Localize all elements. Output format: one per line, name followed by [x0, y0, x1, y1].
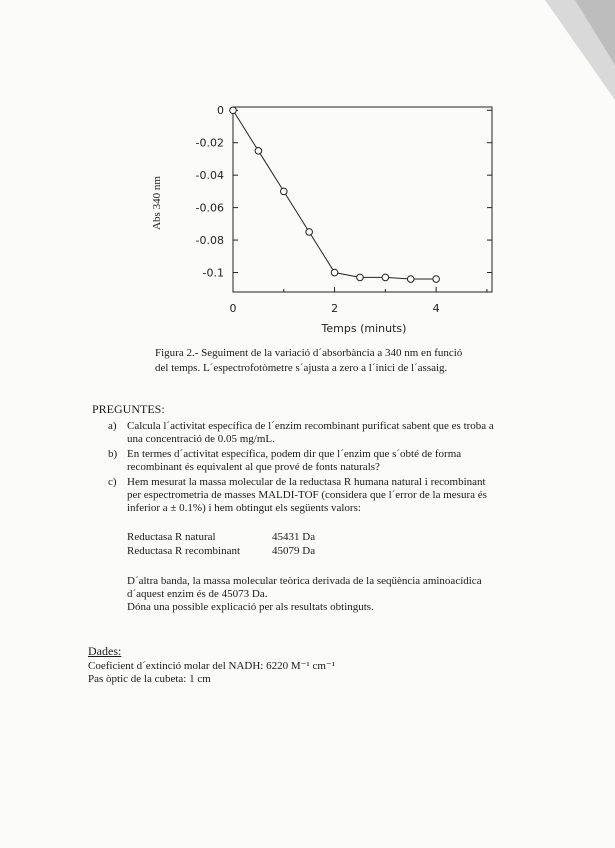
data-heading: Dades:	[88, 644, 122, 658]
data-line-extinction: Coeficient d´extinció molar del NADH: 6220 M⁻¹ cm⁻¹	[88, 660, 336, 672]
page-corner-fold	[545, 0, 615, 100]
question-a	[108, 420, 538, 446]
value-row-natural	[127, 531, 315, 543]
x-tick-label: 4	[432, 302, 440, 315]
y-tick-label: 0	[217, 104, 224, 118]
questions-heading: PREGUNTES:	[92, 402, 165, 416]
question-text: una concentració de 0.05 mg/mL.	[127, 433, 275, 445]
question-marker: b)	[108, 448, 118, 460]
question-b	[108, 448, 538, 474]
series-line	[233, 110, 436, 279]
question-text: inferior a ± 0.1%) i hem obtingut els següents valors:	[127, 502, 361, 514]
y-tick-label: -0.04	[195, 169, 224, 183]
enzyme-name: Reductasa R natural	[127, 531, 216, 543]
question-text: Calcula l´activitat específica de l´enzim recombinant purificat sabent que es troba a	[127, 420, 494, 432]
question-text: per espectrometria de masses MALDI-TOF (considera que l´error de la mesura és	[127, 489, 487, 501]
data-point	[357, 274, 364, 281]
y-tick-label: -0.08	[195, 234, 224, 248]
data-point	[382, 274, 389, 281]
explanation-paragraph	[127, 575, 547, 614]
question-text: recombinant és equivalent al que prové de fonts naturals?	[127, 461, 380, 473]
x-axis-label: Temps (minuts)	[321, 322, 407, 335]
data-point	[255, 148, 262, 155]
data-point	[433, 276, 440, 283]
caption-line: del temps. L´espectrofotòmetre s´ajusta a zero a l´inici de l´assaig.	[155, 362, 448, 374]
data-line-pathlength: Pas òptic de la cubeta: 1 cm	[88, 673, 211, 685]
data-point	[306, 229, 313, 236]
y-tick-label: -0.02	[195, 136, 224, 150]
data-point	[280, 188, 287, 195]
enzyme-mass: 45079 Da	[272, 545, 316, 557]
x-tick-label: 0	[229, 302, 237, 315]
question-c	[108, 476, 538, 515]
para-line: d´aquest enzim és de 45073 Da.	[127, 588, 268, 600]
value-row-recombinant	[127, 545, 315, 557]
caption-line: Figura 2.- Seguiment de la variació d´absorbància a 340 nm en funció	[155, 347, 463, 359]
absorbance-chart	[140, 95, 520, 345]
para-line: D´altra banda, la massa molecular teòrica derivada de la seqüència aminoacídica	[127, 575, 482, 587]
para-line: Dóna una possible explicació per als resultats obtinguts.	[127, 601, 374, 613]
plot-frame	[233, 107, 492, 292]
enzyme-name: Reductasa R recombinant	[127, 545, 241, 557]
y-tick-label: -0.06	[195, 201, 224, 215]
question-text: Hem mesurat la massa molecular de la reductasa R humana natural i recombinant	[127, 476, 486, 488]
data-point	[407, 276, 414, 283]
question-marker: a)	[108, 420, 117, 432]
question-marker: c)	[108, 476, 117, 488]
y-axis-label: Abs 340 nm	[151, 176, 163, 230]
data-point	[331, 269, 338, 276]
data-point	[230, 107, 237, 114]
enzyme-mass: 45431 Da	[272, 531, 316, 543]
figure-caption	[155, 346, 515, 376]
x-tick-label: 2	[331, 302, 339, 315]
y-tick-label: -0.1	[202, 266, 224, 280]
question-text: En termes d´activitat específica, podem dir que l´enzim que s´obté de forma	[127, 448, 462, 460]
